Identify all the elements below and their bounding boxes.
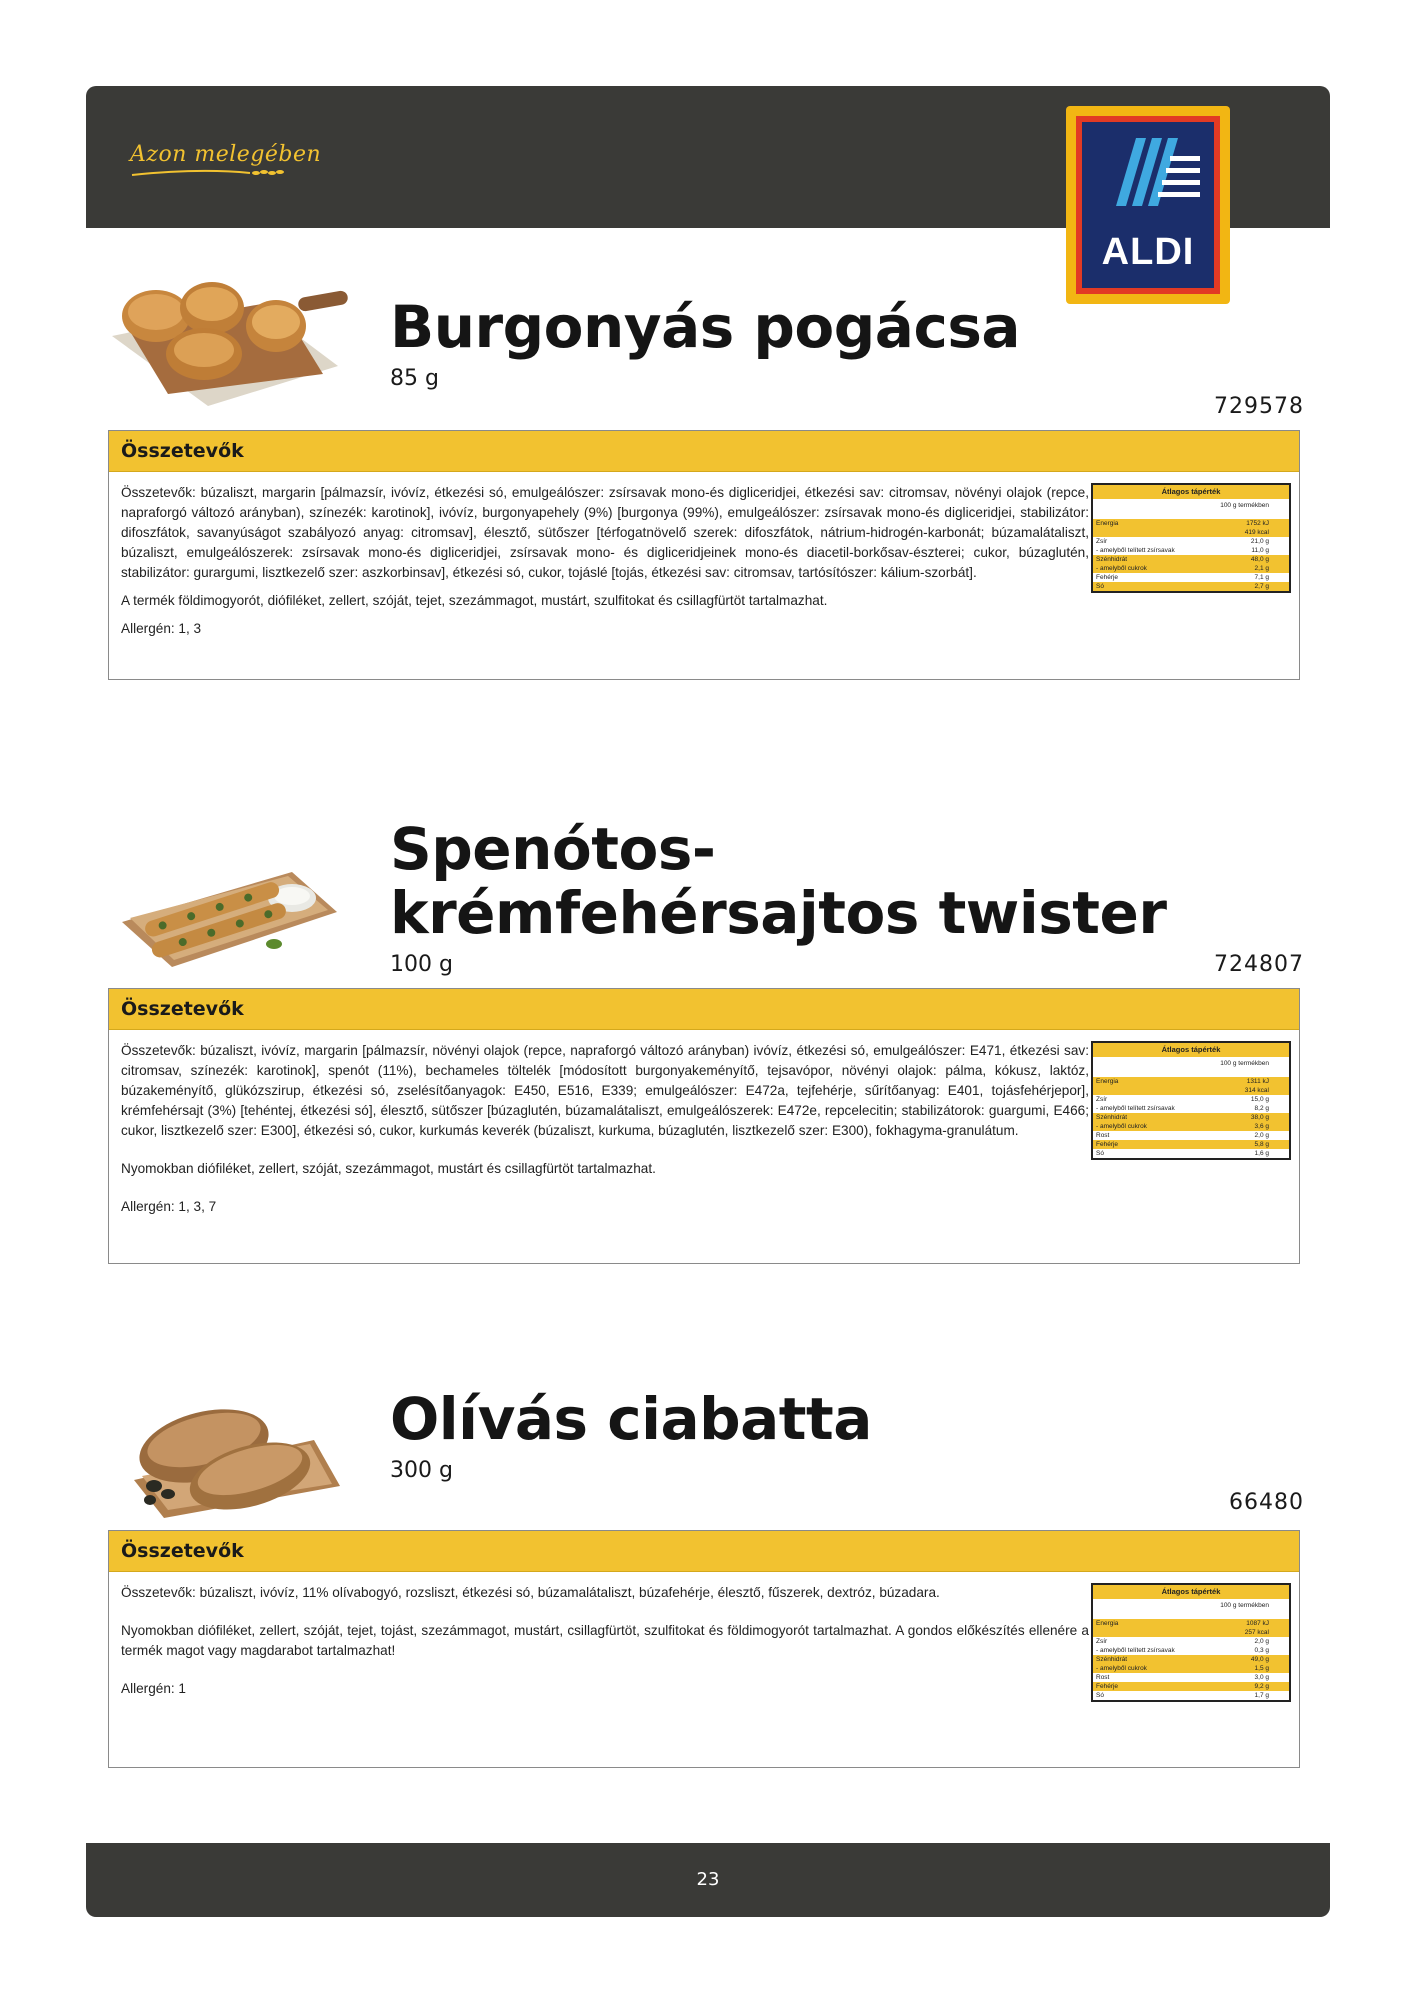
nutrition-row: Zsír - amelyből telített zsírsavak 2,0 g 0,3 g: [1096, 1638, 1269, 1654]
product-weight: 300 g: [390, 1458, 453, 1483]
product-weight: 100 g: [390, 952, 453, 977]
nutrition-title: Átlagos tápérték: [1093, 485, 1289, 499]
ingredients-list: Összetevők: búzaliszt, ivóvíz, 11% olívabogyó, rozsliszt, étkezési só, búzamalátaliszt, búzafehérje, élesztő, fűszerek, dextróz, búzadara.: [121, 1585, 940, 1600]
nutrition-row: Rost 3,0 g: [1096, 1674, 1269, 1681]
nutrition-per: 100 g termékben: [1220, 1060, 1269, 1067]
trace-note: Nyomokban diófiléket, zellert, szóját, tejet, tojást, szezámmagot, mustárt, csillagfürtöt, szulfitokat és földimogyorót tartalmazhat. A gondos előkészítés ellenére a termék magot vagy magdarabot tartalmazhat!: [121, 1623, 1089, 1658]
nutrition-row: Só 1,6 g: [1096, 1150, 1269, 1157]
nutrition-per: 100 g termékben: [1220, 1602, 1269, 1609]
nutrition-row: Zsír - amelyből telített zsírsavak 21,0 g 11,0 g: [1096, 538, 1269, 554]
nutrition-table: [1091, 1041, 1291, 1160]
product-title-line-2: krémfehérsajtos twister: [390, 879, 1167, 947]
nutrition-table: [1091, 1583, 1291, 1702]
nutrition-per: 100 g termékben: [1220, 502, 1269, 509]
nutrition-row: Energia 1311 kJ 314 kcal: [1093, 1077, 1289, 1095]
allergen-info: Allergén: 1: [121, 1681, 186, 1696]
product-title-line-1: Spenótos-: [390, 815, 716, 883]
aldi-logo-text: ALDI: [1101, 231, 1195, 273]
ingredients-header: Összetevők: [109, 1531, 1299, 1572]
ciabatta-product-image: [124, 1390, 342, 1522]
nutrition-row: Rost 2,0 g: [1096, 1132, 1269, 1139]
twister-product-image: [112, 852, 344, 972]
nutrition-table: [1091, 483, 1291, 593]
page-number: 23: [696, 1869, 720, 1890]
nutrition-row: Szénhidrát - amelyből cukrok 38,0 g 3,6 g: [1093, 1113, 1289, 1131]
footer-bar: [86, 1843, 1330, 1917]
wheat-swoosh-icon: [130, 166, 290, 180]
product-title: Burgonyás pogácsa: [390, 293, 1020, 361]
nutrition-row: Fehérje 5,8 g: [1093, 1140, 1289, 1149]
nutrition-title: Átlagos tápérték: [1093, 1585, 1289, 1599]
ingredients-text-block: [121, 1041, 1089, 1225]
nutrition-row: Szénhidrát - amelyből cukrok 49,0 g 1,5 g: [1093, 1655, 1289, 1673]
ingredients-text-block: [121, 483, 1089, 647]
brand-tagline: Azon melegében: [130, 142, 322, 167]
ingredients-text-block: [121, 1583, 1089, 1707]
nutrition-row: Energia 1752 kJ 419 kcal: [1093, 519, 1289, 537]
aldi-stripes-icon: [1096, 136, 1206, 208]
ingredients-header: Összetevők: [109, 989, 1299, 1030]
nutrition-title: Átlagos tápérték: [1093, 1043, 1289, 1057]
product-code: 729578: [1214, 394, 1304, 419]
nutrition-row: Só 2,7 g: [1093, 582, 1289, 591]
allergen-info: Allergén: 1, 3, 7: [121, 1199, 217, 1214]
nutrition-row: Só 1,7 g: [1096, 1692, 1269, 1699]
aldi-logo: [1066, 106, 1230, 304]
trace-note: Nyomokban diófiléket, zellert, szóját, szezámmagot, mustárt és csillagfürtöt tartalmazhat.: [121, 1161, 656, 1176]
ingredients-list: Összetevők: búzaliszt, ivóvíz, margarin [pálmazsír, növényi olajok (repce, napraforgó változó arányban) ivóvíz, étkezési só, emulgeálószer: E471, étkezési sav: citromsav, színezék: karotinok], spenót (11%), bechameles töltelék [módosított burgonyakeményítő, tejsavópor, növényi olajok: pálma, kókusz, laktóz, búzakeményítő, glükózszirup, étkezési só, zselésítőanyagok: E450, E516, E339; emulgeálószer: E472a, tejfehérje, sűrítőanyag: E401, tojásfehérjepor], krémfehérsajt (3%) [tehéntej, étkezési só], élesztő, sütőszer [búzaglutén, búzamalátaliszt, emulgeálószerek: E472e, repcelecitin; stabilizátorok: guargumi, E466; cukor, lisztkezelő szer: E300], étkezési só, cukor, kurkumás keverék (búzaliszt, kurkuma, búzaglutén, lisztkezelő szer: E300), fokhagyma-granulátum.: [121, 1043, 1089, 1138]
product-weight: 85 g: [390, 366, 439, 391]
product-code: 724807: [1214, 952, 1304, 977]
product-code: 66480: [1229, 1490, 1304, 1515]
nutrition-row: Zsír - amelyből telített zsírsavak 15,0 g 8,2 g: [1096, 1096, 1269, 1112]
nutrition-row: Fehérje 9,2 g: [1093, 1682, 1289, 1691]
product-title: Olívás ciabatta: [390, 1385, 872, 1453]
nutrition-row: Energia 1087 kJ 257 kcal: [1093, 1619, 1289, 1637]
trace-note: A termék földimogyorót, diófiléket, zellert, szóját, tejet, szezámmagot, mustárt, szulfitokat és csillagfürtöt tartalmazhat.: [121, 593, 828, 608]
nutrition-row: Fehérje 7,1 g: [1096, 574, 1269, 581]
ingredients-list: Összetevők: búzaliszt, margarin [pálmazsír, ivóvíz, étkezési só, emulgeálószer: zsírsavak mono-és digliceridjei, étkezési sav: citromsav, növényi olajok (repce, napraforgó változó arányban), színezék: karotinok], ivóvíz, burgonyapehely (9%) [burgonya (99%), emulgeálószer: zsírsavak mono-és digliceridjei, stabilizátor: difoszfátok, savanyúságot szabályozó anyag: citromsav], élesztő, sütőszer [térfogatnövelő szerek: difoszfátok, nátrium-hidrogén-karbonát; búzamalátaliszt, búzaliszt, emulgeálószerek: zsírsavak mono-és digliceridjei, zsírsavak mono- és digliceridjeinek mono-és diacetil-borkősav-észterei; cukor, búzaglutén, stabilizátor: gurargumi, lisztkezelő szer: aszkorbinsav], étkezési só, cukor, tojáslé [tojás, étkezési sav: citromsav, tartósítószer: kálium-szorbát].: [121, 485, 1089, 580]
pogacsa-product-image: [108, 266, 354, 414]
ingredients-box: [108, 430, 1300, 680]
ingredients-box: [108, 988, 1300, 1264]
allergen-info: Allergén: 1, 3: [121, 621, 202, 636]
ingredients-header: Összetevők: [109, 431, 1299, 472]
ingredients-box: [108, 1530, 1300, 1768]
nutrition-row: Szénhidrát - amelyből cukrok 48,0 g 2,1 g: [1093, 555, 1289, 573]
